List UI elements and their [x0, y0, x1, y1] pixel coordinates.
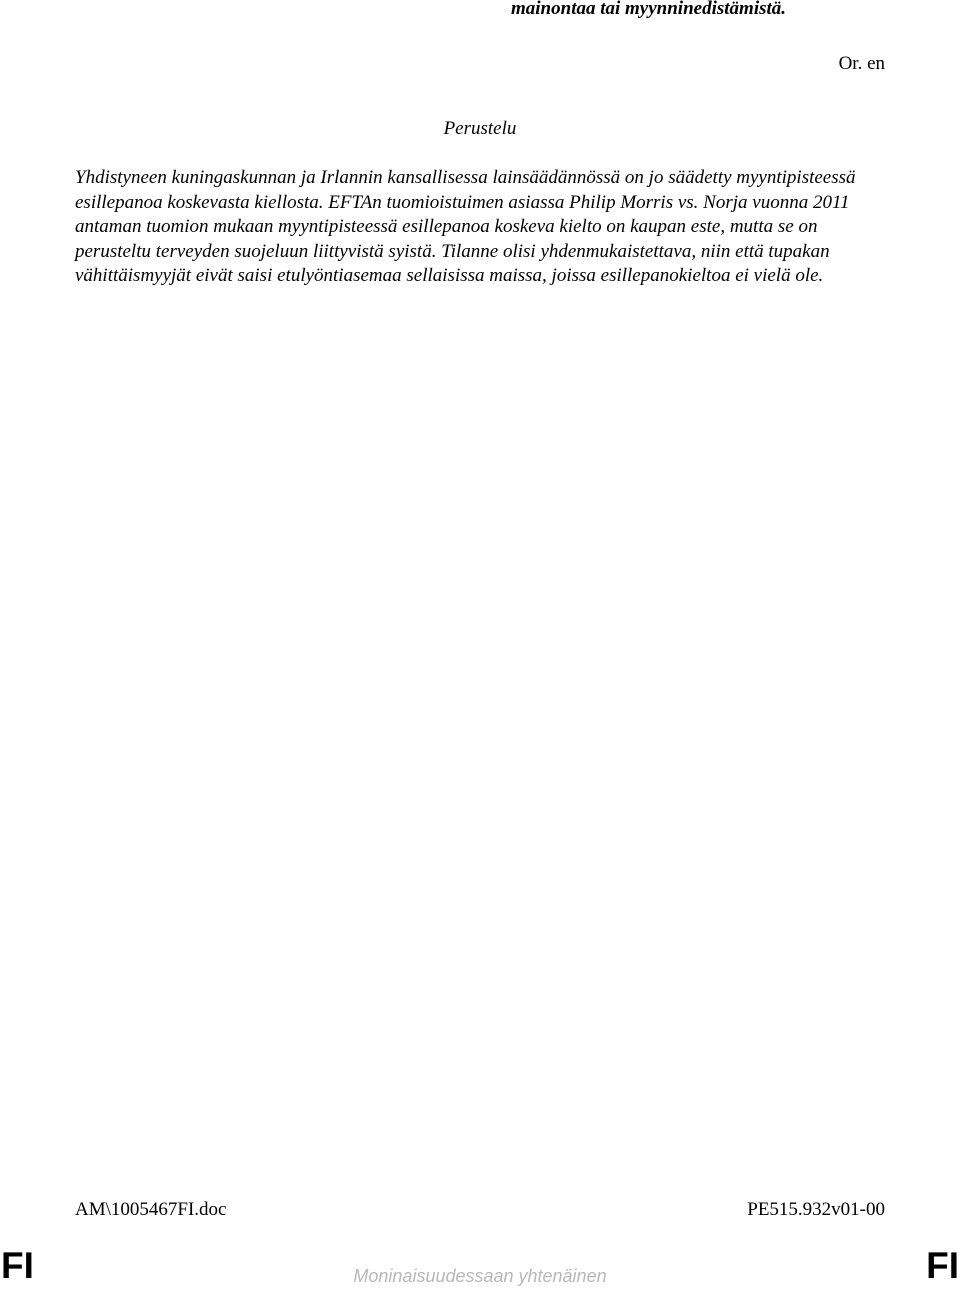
- language-mark-right: FI: [926, 1245, 959, 1286]
- justification-heading: Perustelu: [443, 118, 517, 139]
- language-mark-left: FI: [1, 1245, 34, 1286]
- footer-document-reference: AM\1005467FI.doc: [75, 1199, 227, 1220]
- footer-pe-reference: PE515.932v01-00: [747, 1199, 885, 1220]
- justification-paragraph: Yhdistyneen kuningaskunnan ja Irlannin kansallisessa lainsäädännössä on jo säädetty myyntipisteessä esillepanoa koskevasta kiellosta. EFTAn tuomioistuimen asiassa Philip Morris vs. Norja vuonna 2011 antaman tuomion mukaan myyntipisteessä esillepanoa koskeva kielto on kaupan este, mutta se on perusteltu terveyden suojeluun liittyvistä syistä. Tilanne olisi yhdenmukaistettava, niin että tupakan vähittäismyyjät eivät saisi etulyöntiasemaa sellaisissa maissa, joissa esillepanokieltoa ei vielä ole.: [75, 167, 856, 287]
- eu-motto: Moninaisuudessaan yhtenäinen: [353, 1266, 607, 1286]
- continued-text-fragment: mainontaa tai myynninedistämistä.: [511, 0, 787, 19]
- original-language-label: Or. en: [838, 53, 885, 74]
